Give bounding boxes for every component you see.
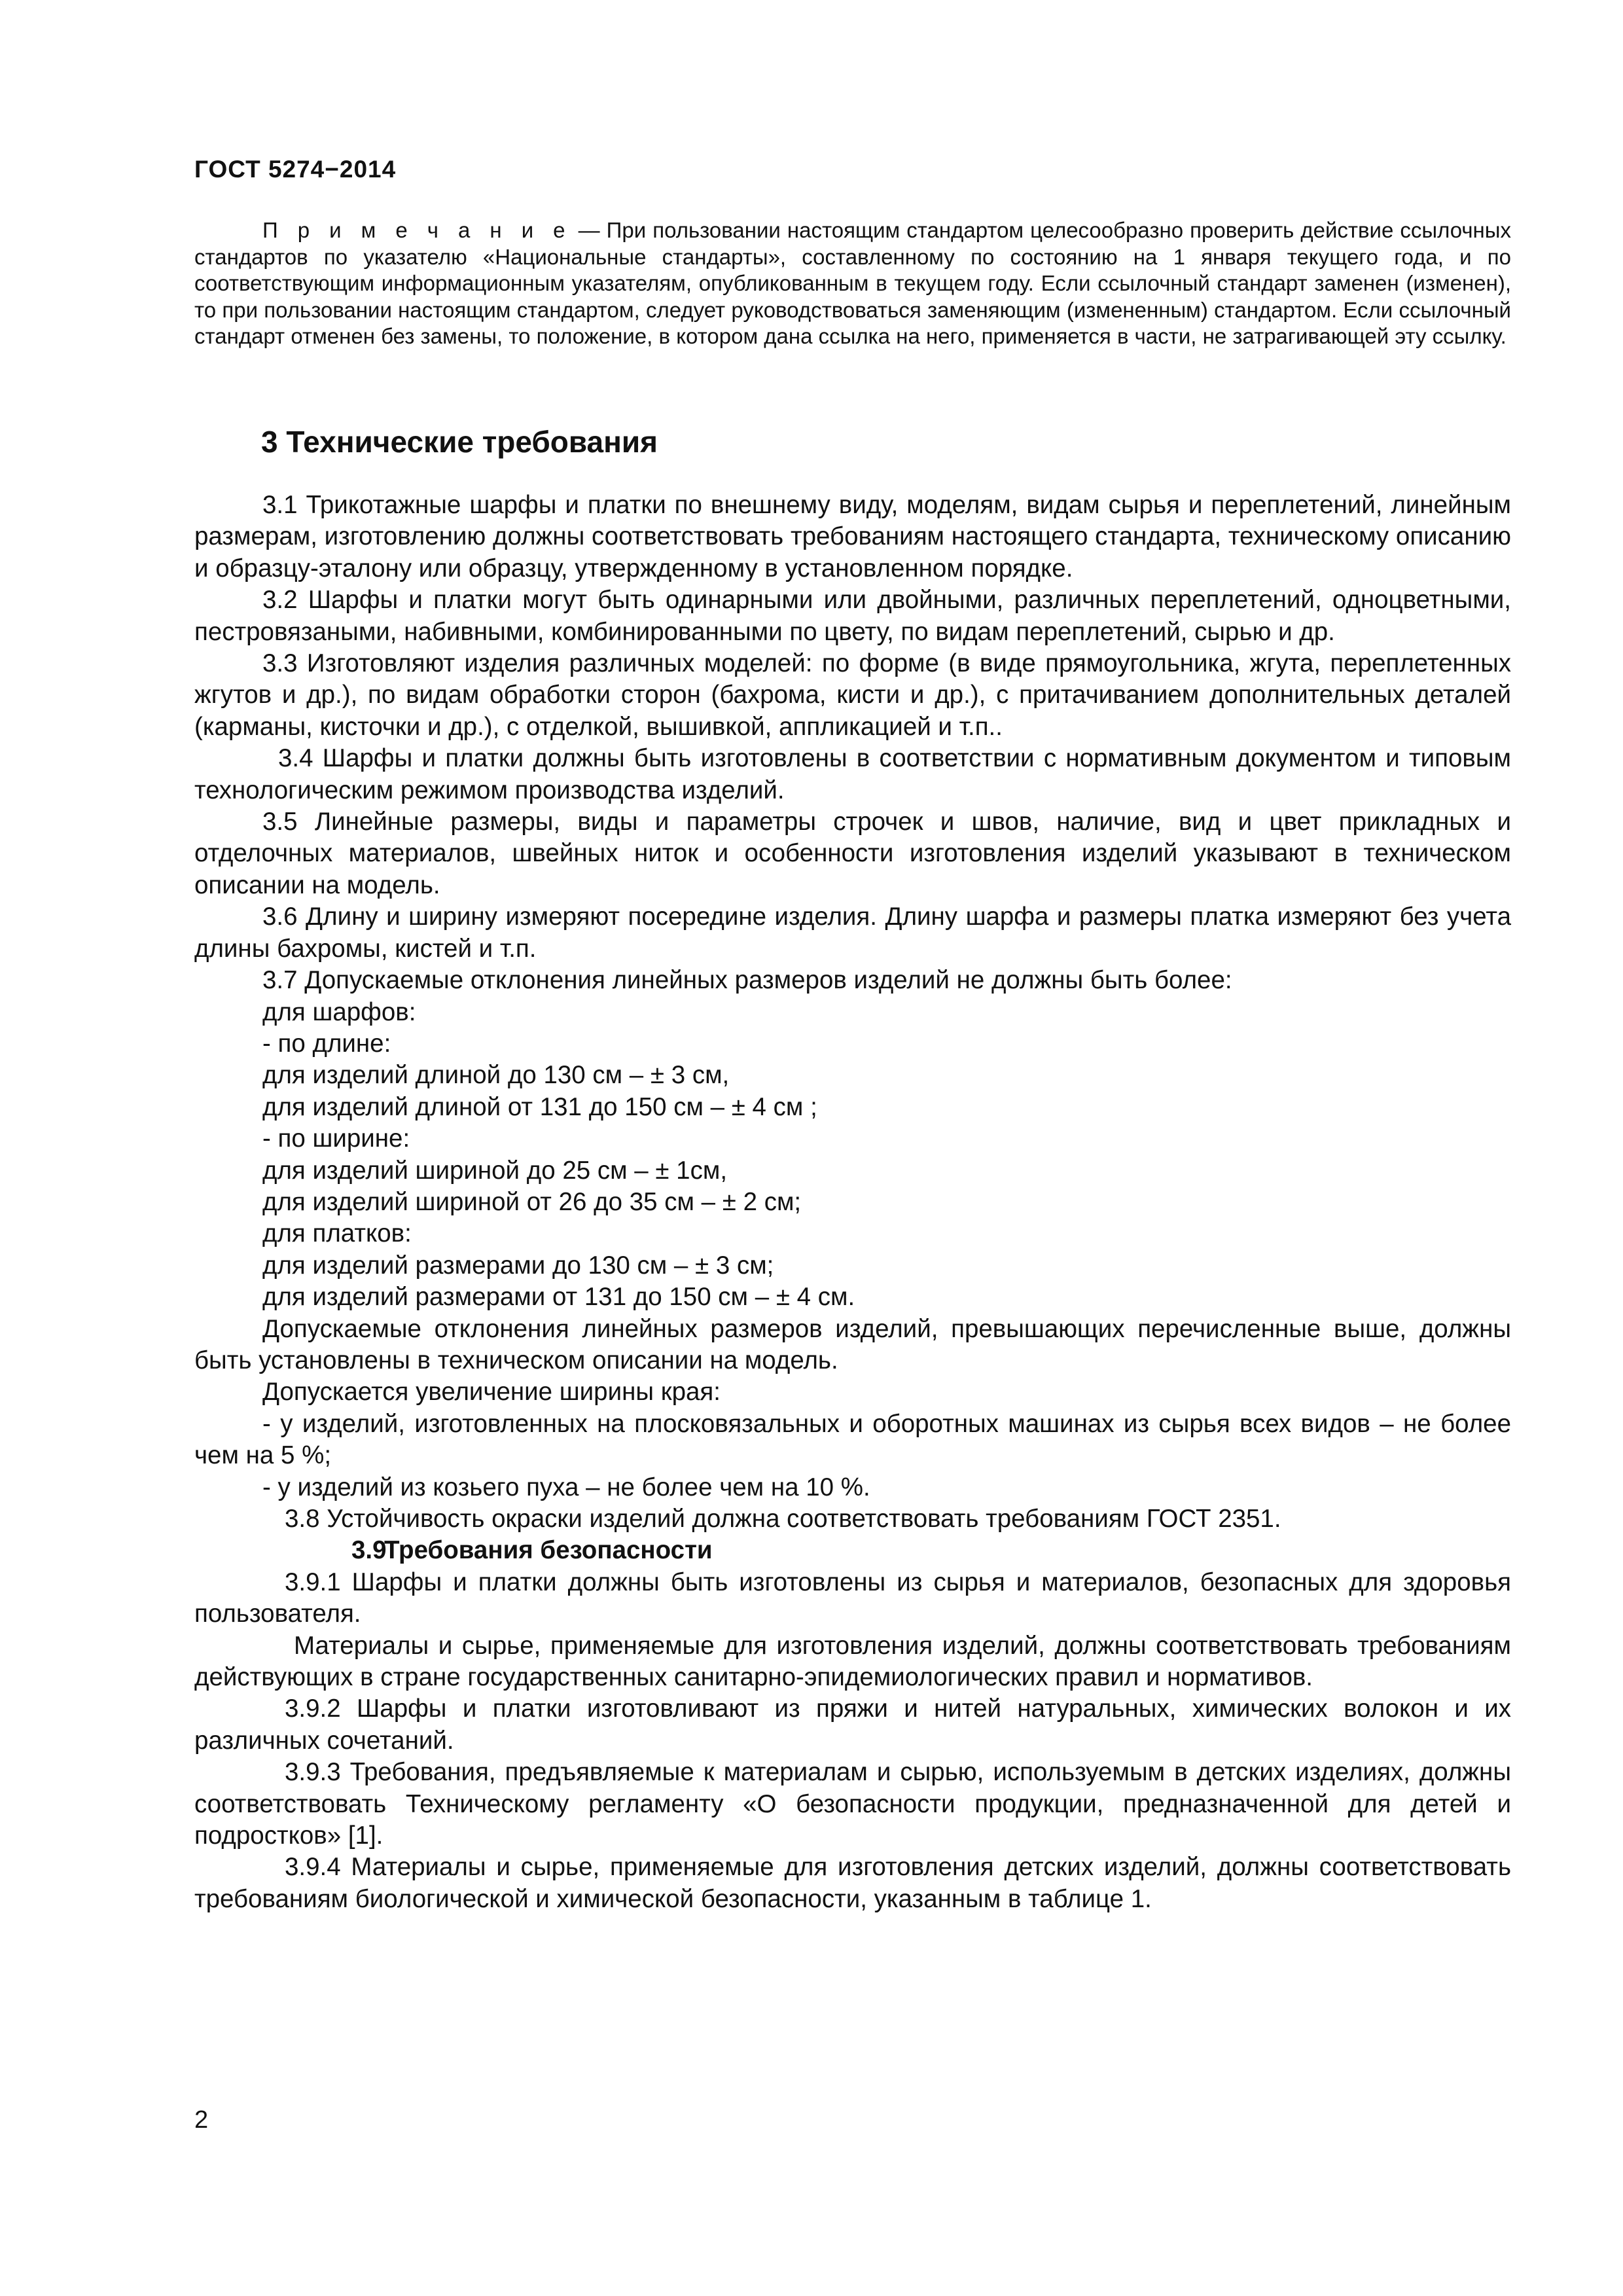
list-item: для платков: (262, 1219, 412, 1248)
list-item: для изделий размерами до 130 см – ± 3 см; (262, 1251, 774, 1280)
paragraph-3-9-4: 3.9.4 Материалы и сырье, применяемые для изготовления детских изделий, должны соответствовать требованиям биологической и химической безопасности, указанным в таблице 1. (194, 1853, 1511, 1913)
paragraph-3-9-2: 3.9.2 Шарфы и платки изготовливают из пряжи и нитей натуральных, химических волокон и их различных сочетаний. (194, 1695, 1511, 1755)
list-item: для изделий шириной до 25 см – ± 1см, (262, 1156, 728, 1185)
paragraph-edge-2: - у изделий из козьего пуха – не более чем на 10 %. (262, 1473, 870, 1501)
paragraph-3-9-1: 3.9.1 Шарфы и платки должны быть изготовлены из сырья и материалов, безопасных для здоровья пользователя. (194, 1568, 1511, 1628)
paragraph-3-6: 3.6 Длину и ширину измеряют посередине изделия. Длину шарфа и размеры платка измеряют без учета длины бахромы, кистей и т.п. (194, 903, 1511, 963)
section-title: 3 Технические требования (261, 425, 658, 459)
subsection-3-9 (194, 1535, 1511, 1566)
paragraph-edge: Допускается увеличение ширины края: (262, 1378, 721, 1407)
paragraph-edge-1: - у изделий, изготовленных на плосковязальных и оборотных машинах из сырья всех видов – не более чем на 5 %; (194, 1409, 1511, 1470)
paragraph-3-2: 3.2 Шарфы и платки могут быть одинарными или двойными, различных переплетений, одноцветными, пестровязаными, набивными, комбинированными по цвету, по видам переплетений, сырью и др. (194, 586, 1511, 646)
standard-header: ГОСТ 5274−2014 (194, 156, 397, 183)
paragraph-3-9-3: 3.9.3 Требования, предъявляемые к материалам и сырью, используемым в детских изделиях, должны соответствовать Техническому регламенту «О безопасности продукции, предназначенной для детей и подростков» [1]. (194, 1758, 1511, 1850)
section-body (194, 490, 1511, 1915)
paragraph-3-3: 3.3 Изготовляют изделия различных моделей: по форме (в виде прямоугольника, жгута, переплетенных жгутов и др.), по видам обработки сторон (бахрома, кисти и др.), с притачиванием дополнительных деталей (карманы, кисточки и др.), с отделкой, вышивкой, аппликацией и т.п.. (194, 649, 1511, 741)
paragraph-3-5: 3.5 Линейные размеры, виды и параметры строчек и швов, наличие, вид и цвет прикладных и отделочных материалов, швейных ниток и особенности изготовления изделий указывают в техническом описании на модель. (194, 808, 1511, 899)
note-paragraph (194, 217, 1511, 350)
list-item: - по длине: (262, 1029, 391, 1058)
list-item: - по ширине: (262, 1124, 410, 1153)
page-number: 2 (194, 2106, 209, 2134)
list-item: для изделий размерами от 131 до 150 см – ± 4 см. (262, 1283, 855, 1312)
subsection-title: Требования безопасности (384, 1536, 713, 1565)
list-item: для изделий длиной до 130 см – ± 3 см, (262, 1061, 730, 1090)
paragraph-3-1: 3.1 Трикотажные шарфы и платки по внешнему виду, моделям, видам сырья и переплетений, линейным размерам, изготовлению должны соответствовать требованиям настоящего стандарта, техническому описанию и образцу-эталону или образцу, утвержденному в установленном порядке. (194, 491, 1511, 583)
list-item: для шарфов: (262, 997, 416, 1026)
subsection-number: 3.9 (351, 1536, 387, 1565)
note-text: — При пользовании настоящим стандартом целесообразно проверить действие ссылочных стандартов по указателю «Национальные стандарты», составленному по состоянию на 1 января текущего года, и по соответствующим информационным указателям, опубликованным в текущем году. Если ссылочный стандарт заменен (изменен), то при пользовании настоящим стандартом, следует руководствоваться заменяющим (измененным) стандартом. Если ссылочный стандарт отменен без замены, то положение, в котором дана ссылка на него, применяется в части, не затрагивающей эту ссылку. (194, 218, 1511, 348)
paragraph-3-9-1-materials: Материалы и сырье, применяемые для изготовления изделий, должны соответствовать требованиям действующих в стране государственных санитарно-эпидемиологических правил и нормативов. (194, 1631, 1511, 1692)
paragraph-deviations: Допускаемые отклонения линейных размеров изделий, превышающих перечисленные выше, должны быть установлены в техническом описании на модель. (194, 1314, 1511, 1374)
note-label: П р и м е ч а н и е (262, 218, 572, 242)
paragraph-3-4: 3.4 Шарфы и платки должны быть изготовлены в соответствии с нормативным документом и типовым технологическим режимом производства изделий. (194, 744, 1511, 804)
paragraph-3-8: 3.8 Устойчивость окраски изделий должна соответствовать требованиям ГОСТ 2351. (285, 1505, 1281, 1533)
list-item: для изделий длиной от 131 до 150 см – ± 4 см ; (262, 1092, 817, 1121)
paragraph-3-7: 3.7 Допускаемые отклонения линейных размеров изделий не должны быть более: (262, 966, 1232, 995)
list-item: для изделий шириной от 26 до 35 см – ± 2 см; (262, 1187, 802, 1216)
